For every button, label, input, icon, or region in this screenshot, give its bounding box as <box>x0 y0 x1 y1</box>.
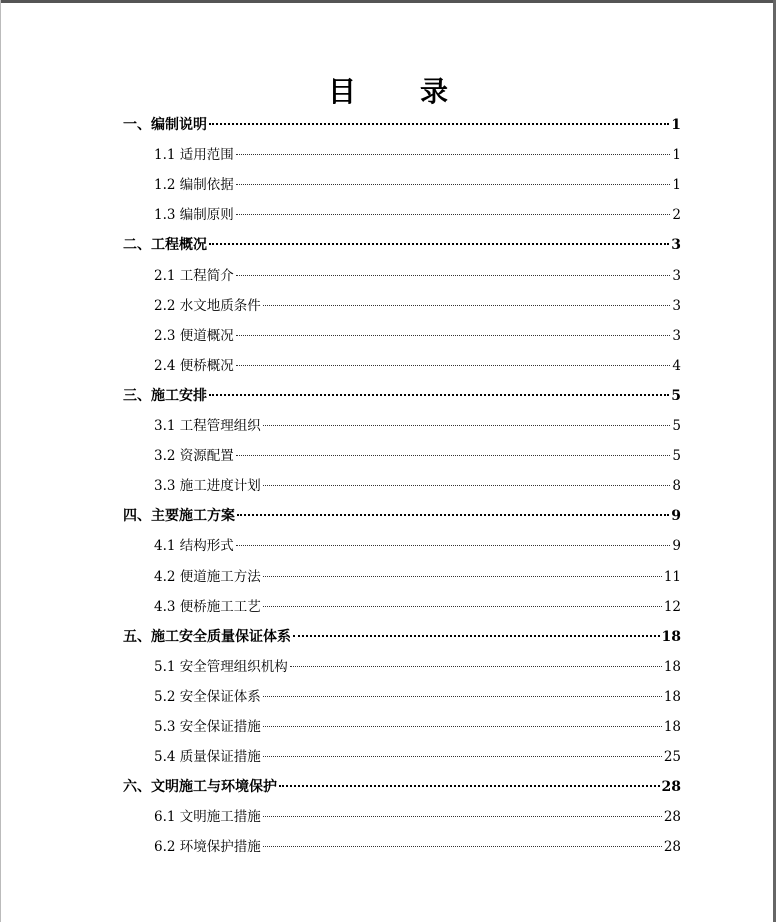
toc-section-entry[interactable] <box>154 715 681 739</box>
toc-entry-label: 4.3 便桥施工工艺 <box>154 598 261 615</box>
toc-chapter-entry[interactable] <box>123 504 681 528</box>
toc-dot-leader <box>236 184 671 185</box>
toc-entry-label: 3.2 资源配置 <box>154 448 234 465</box>
toc-page-number: 1 <box>672 147 681 164</box>
toc-page-number: 28 <box>663 809 681 826</box>
toc-entry-label: 五、施工安全质量保证体系 <box>123 628 291 645</box>
toc-page-number: 12 <box>663 598 681 615</box>
toc-dot-leader <box>263 726 662 727</box>
toc-page-number: 5 <box>671 387 681 404</box>
toc-dot-leader <box>263 816 662 817</box>
toc-page-number: 3 <box>672 327 681 344</box>
toc-section-entry[interactable] <box>154 655 681 679</box>
toc-page-number: 28 <box>663 839 681 856</box>
toc-page-number: 18 <box>661 628 681 645</box>
toc-entry-label: 3.1 工程管理组织 <box>154 418 261 434</box>
toc-entry-label: 一、编制说明 <box>123 117 207 133</box>
toc-section-entry[interactable] <box>154 534 681 558</box>
toc-page-number: 8 <box>672 478 681 495</box>
toc-dot-leader <box>293 635 660 637</box>
toc-dot-leader <box>263 485 671 486</box>
toc-dot-leader <box>263 756 662 757</box>
toc-page-number: 25 <box>663 749 681 766</box>
toc-page-number: 18 <box>663 658 681 675</box>
toc-page-number: 9 <box>671 508 681 525</box>
toc-section-entry[interactable] <box>154 173 681 197</box>
toc-page-number: 5 <box>672 448 681 465</box>
toc-entry-label: 4.1 结构形式 <box>154 538 234 555</box>
toc-section-entry[interactable] <box>154 835 681 859</box>
toc-page-number: 3 <box>672 267 681 284</box>
toc-dot-leader <box>236 154 671 155</box>
window-left-border <box>0 0 1 922</box>
toc-dot-leader <box>209 394 669 396</box>
toc-page-number: 1 <box>671 117 681 133</box>
toc-page-number: 5 <box>672 418 681 434</box>
toc-dot-leader <box>279 785 660 787</box>
toc-dot-leader <box>263 606 662 607</box>
toc-entry-label: 3.3 施工进度计划 <box>154 478 261 495</box>
toc-page-number: 3 <box>671 237 681 254</box>
toc-section-entry[interactable] <box>154 474 681 498</box>
toc-entry-label: 5.4 质量保证措施 <box>154 749 261 766</box>
toc-entry-label: 5.1 安全管理组织机构 <box>154 658 288 675</box>
toc-dot-leader <box>236 214 671 215</box>
toc-dot-leader <box>209 243 669 245</box>
toc-entry-label: 6.2 环境保护措施 <box>154 839 261 856</box>
toc-dot-leader <box>236 335 671 336</box>
toc-page-number: 3 <box>672 297 681 314</box>
toc-chapter-entry[interactable] <box>123 625 681 649</box>
toc-entry-label: 1.1 适用范围 <box>154 147 234 164</box>
toc-page-number: 11 <box>663 568 681 585</box>
toc-dot-leader <box>263 696 662 697</box>
toc-dot-leader <box>290 666 662 667</box>
toc-section-entry[interactable] <box>154 294 681 318</box>
toc-entry-label: 4.2 便道施工方法 <box>154 568 261 585</box>
toc-dot-leader <box>263 576 662 577</box>
toc-dot-leader <box>236 275 671 276</box>
toc-section-entry[interactable] <box>154 203 681 227</box>
toc-entry-label: 1.2 编制依据 <box>154 177 234 194</box>
toc-dot-leader <box>236 545 671 546</box>
toc-page-number: 9 <box>672 538 681 555</box>
window-top-border <box>0 0 776 3</box>
toc-dot-leader <box>236 455 671 456</box>
toc-entry-label: 2.2 水文地质条件 <box>154 297 261 314</box>
toc-chapter-entry[interactable] <box>123 113 681 137</box>
toc-section-entry[interactable] <box>154 414 681 438</box>
toc-entry-label: 1.3 编制原则 <box>154 207 234 224</box>
toc-chapter-entry[interactable] <box>123 775 681 799</box>
toc-page-number: 18 <box>663 688 681 705</box>
toc-page-number: 1 <box>672 177 681 194</box>
toc-section-entry[interactable] <box>154 745 681 769</box>
toc-chapter-entry[interactable] <box>123 233 681 257</box>
toc-entry-label: 2.4 便桥概况 <box>154 357 234 374</box>
toc-section-entry[interactable] <box>154 264 681 288</box>
toc-dot-leader <box>263 305 671 306</box>
toc-page-number: 18 <box>663 719 681 735</box>
toc-entry-label: 5.3 安全保证措施 <box>154 719 261 735</box>
page-title: 目 录 <box>327 75 466 108</box>
toc-entry-label: 5.2 安全保证体系 <box>154 688 261 705</box>
toc-section-entry[interactable] <box>154 354 681 378</box>
toc-dot-leader <box>263 425 671 426</box>
toc-page-number: 2 <box>672 207 681 224</box>
toc-section-entry[interactable] <box>154 143 681 167</box>
toc-section-entry[interactable] <box>154 444 681 468</box>
toc-dot-leader <box>237 514 669 516</box>
toc-dot-leader <box>263 846 662 847</box>
toc-section-entry[interactable] <box>154 595 681 619</box>
toc-section-entry[interactable] <box>154 565 681 589</box>
toc-entry-label: 三、施工安排 <box>123 387 207 404</box>
toc-entry-label: 二、工程概况 <box>123 237 207 254</box>
toc-entry-label: 6.1 文明施工措施 <box>154 809 261 826</box>
toc-entry-label: 2.3 便道概况 <box>154 327 234 344</box>
toc-section-entry[interactable] <box>154 685 681 709</box>
toc-chapter-entry[interactable] <box>123 384 681 408</box>
toc-page-number: 28 <box>661 779 681 796</box>
toc-section-entry[interactable] <box>154 324 681 348</box>
toc-entry-label: 六、文明施工与环境保护 <box>123 779 277 796</box>
toc-entry-label: 四、主要施工方案 <box>123 508 235 525</box>
toc-entry-label: 2.1 工程简介 <box>154 267 234 284</box>
toc-section-entry[interactable] <box>154 805 681 829</box>
toc-dot-leader <box>209 123 669 125</box>
toc-dot-leader <box>236 365 671 366</box>
toc-page-number: 4 <box>672 357 681 374</box>
